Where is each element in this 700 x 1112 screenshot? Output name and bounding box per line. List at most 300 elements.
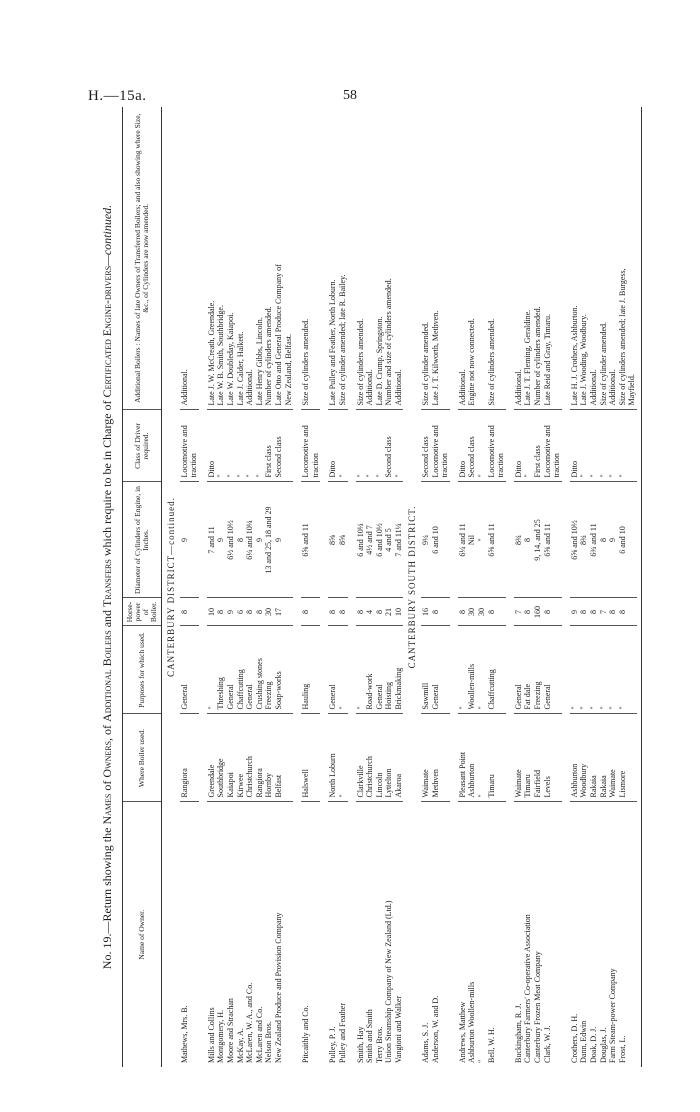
cell-where <box>189 714 199 802</box>
cell-diameter: 6⅝ and 11 <box>543 482 553 598</box>
cell-diameter <box>440 482 450 598</box>
district-heading <box>162 107 180 1067</box>
table-row <box>570 107 580 1067</box>
cell-class: " <box>477 410 487 482</box>
cell-diameter: 7 and 11 <box>207 482 217 598</box>
cell-owner: Dann, Edwin <box>579 1020 589 1063</box>
cell-purpose <box>284 626 294 714</box>
cell-class: traction <box>552 410 562 482</box>
cell-where: Christchurch <box>365 714 375 802</box>
table-row <box>394 107 404 1067</box>
cell-class: Ditto <box>207 410 217 482</box>
cell-owner: Farm Steam-power Company <box>608 968 618 1063</box>
cell-diameter: 6¾ and 11 <box>589 482 599 598</box>
cell-horse-power: 8 <box>301 598 311 626</box>
cell-diameter: 13 and 25, 18 and 29 <box>264 482 274 598</box>
cell-owner: Mathews, Mrs. B. <box>179 1005 189 1063</box>
table-row <box>421 107 431 1067</box>
cell-where: Kaiapoi <box>226 714 236 802</box>
table-row <box>245 107 255 1067</box>
cell-where: Southbridge <box>216 714 226 802</box>
cell-horse-power: 8 <box>180 598 190 626</box>
spacer-cell <box>450 107 458 1067</box>
table-row <box>514 107 524 1067</box>
cell-purpose: " <box>207 626 217 714</box>
cell-remarks <box>189 107 199 410</box>
cell-purpose: " <box>458 626 468 714</box>
spacer-cell <box>506 107 514 1067</box>
cell-diameter: 9 <box>274 482 284 598</box>
cell-owner: Mills and Collins <box>206 1007 216 1063</box>
cell-remarks <box>440 107 450 410</box>
cell-remarks: Late W. B. Smith, Southbridge. <box>216 107 226 410</box>
cell-owner: Nelson Bros. <box>264 1021 274 1063</box>
table-row <box>440 107 450 1067</box>
table-row <box>180 107 190 1067</box>
cell-purpose: Chaffcutting <box>487 626 497 714</box>
cell-horse-power: 160 <box>533 598 543 626</box>
cell-remarks <box>496 107 506 410</box>
title-additional: Additional <box>100 669 114 722</box>
cell-class: " <box>216 410 226 482</box>
cell-where: Waimate <box>608 714 618 802</box>
cell-class: Ditto <box>328 410 338 482</box>
cell-owner: Montgomery, H. <box>216 1009 226 1063</box>
cell-diameter: 6⅝ and 11 <box>301 482 311 598</box>
cell-horse-power: 10 <box>394 598 404 626</box>
cell-remarks: Late Pulley and Feather, North Loburn. <box>328 107 338 410</box>
cell-owner: Canterbury Frozen Meat Company <box>533 951 542 1063</box>
cell-diameter: 8¾ <box>514 482 524 598</box>
cell-class: Ditto <box>458 410 468 482</box>
cell-diameter: 9 <box>180 482 190 598</box>
cell-diameter: 8 <box>523 482 533 598</box>
cell-horse-power: 8 <box>608 598 618 626</box>
cell-remarks: Additional. <box>180 107 190 410</box>
cell-horse-power <box>284 598 294 626</box>
cell-owner: Union Steamship Company of New Zealand (Ltd.) <box>384 900 394 1063</box>
cell-owner: Smith, Hay <box>355 1026 365 1063</box>
cell-class: Locomotive and <box>487 410 497 482</box>
cell-class: " <box>589 410 599 482</box>
cell-horse-power: 30 <box>467 598 477 626</box>
cell-class: " <box>608 410 618 482</box>
cell-owner: Adams, S. J. <box>421 1022 431 1063</box>
cell-remarks <box>311 107 321 410</box>
title-space1 <box>100 666 114 669</box>
cell-remarks: Late J. T. Kilworth, Methven. <box>431 107 441 410</box>
cell-purpose <box>627 626 637 714</box>
table-row <box>356 107 366 1067</box>
cell-remarks: Late D. Crump, Springston. <box>375 107 385 410</box>
cell-purpose: Crushing stones <box>255 626 265 714</box>
cell-remarks: Size of cylinders amended. <box>356 107 366 410</box>
table-row <box>338 107 348 1067</box>
cell-class: " <box>245 410 255 482</box>
cell-remarks: Late Reid and Gray, Timaru. <box>543 107 553 410</box>
cell-diameter: 6 and 10½ <box>375 482 385 598</box>
bottom-rule <box>637 107 642 1067</box>
cell-purpose: " <box>579 626 589 714</box>
cell-diameter: 6⅝ and 11 <box>487 482 497 598</box>
cell-class: " <box>236 410 246 482</box>
cell-owner: Buckingham, R. J. <box>513 1003 523 1063</box>
cell-diameter: 6¼ and 10¼ <box>245 482 255 598</box>
cell-purpose <box>189 626 199 714</box>
cell-remarks: Additional. <box>365 107 375 410</box>
cell-horse-power: 30 <box>264 598 274 626</box>
cell-horse-power: 9 <box>226 598 236 626</box>
title-suffix: —continued. <box>100 204 114 266</box>
cell-remarks: Mayfield. <box>627 107 637 410</box>
cell-remarks: Additional. <box>589 107 599 410</box>
cell-owner <box>189 802 199 1067</box>
cell-remarks: New Zealand, Belfast. <box>284 107 294 410</box>
cell-remarks: Late J. Calder, Halkett. <box>236 107 246 410</box>
spacer-cell <box>348 107 356 1067</box>
cell-where: " <box>477 714 487 802</box>
group-spacer <box>199 107 207 1067</box>
cell-owner: Anderson, W. and D. <box>430 995 440 1063</box>
cell-purpose: " <box>618 626 628 714</box>
cell-remarks: Late Otto and General Produce Company of <box>274 107 284 410</box>
table-row <box>236 107 246 1067</box>
cell-horse-power: 8 <box>338 598 348 626</box>
cell-remarks: Additional. <box>458 107 468 410</box>
cell-diameter: 8 <box>236 482 246 598</box>
cell-class: Second class <box>274 410 284 482</box>
title-certificated: Certificated Engine-drivers <box>100 265 114 398</box>
cell-where: Waimate <box>514 714 524 802</box>
cell-owner: Pulley and Feather <box>337 1003 347 1063</box>
cell-remarks: Size of cylinders amended. <box>301 107 311 410</box>
cell-remarks: Size of cylinder amended. <box>599 107 609 410</box>
cell-where: Akaroa <box>394 714 404 802</box>
group-spacer <box>506 107 514 1067</box>
cell-horse-power: 4 <box>365 598 375 626</box>
title-transfers: Transfers <box>100 559 114 607</box>
cell-class: Locomotive and <box>543 410 553 482</box>
title-mid1: of <box>100 777 114 794</box>
cell-horse-power: 8 <box>375 598 385 626</box>
cell-where <box>496 714 506 802</box>
cell-horse-power: 8 <box>618 598 628 626</box>
cell-purpose: Road-work <box>365 626 375 714</box>
cell-diameter: 9 <box>255 482 265 598</box>
cell-where: North Loburn <box>328 714 338 802</box>
table-row <box>608 107 618 1067</box>
cell-owner: Smith and Smith <box>365 1009 375 1063</box>
table-row <box>375 107 385 1067</box>
cell-diameter: 7 and 11¼ <box>394 482 404 598</box>
cell-horse-power <box>440 598 450 626</box>
cell-diameter: 8 <box>599 482 609 598</box>
district-label: CANTERBURY DISTRICT—continued. <box>166 497 176 677</box>
cell-where <box>440 714 450 802</box>
cell-owner <box>284 802 294 1067</box>
cell-horse-power: 7 <box>514 598 524 626</box>
cell-horse-power <box>311 598 321 626</box>
cell-class: Locomotive and <box>180 410 190 482</box>
spacer-cell <box>320 107 328 1067</box>
cell-diameter <box>311 482 321 598</box>
cell-diameter: 4 and 5 <box>384 482 394 598</box>
cell-purpose: " <box>589 626 599 714</box>
cell-purpose: " <box>599 626 609 714</box>
cell-horse-power <box>627 598 637 626</box>
page-number: 58 <box>343 88 357 103</box>
group-spacer <box>320 107 328 1067</box>
cell-owner: Douglas, J. <box>598 1027 608 1063</box>
cell-purpose: General <box>245 626 255 714</box>
cell-class: " <box>255 410 265 482</box>
cell-where: " <box>338 714 348 802</box>
cell-remarks: Size of cylinders amended; late J. Burgess, <box>618 107 628 410</box>
cell-diameter: Nil <box>467 482 477 598</box>
table-row <box>301 107 311 1067</box>
cell-class: " <box>579 410 589 482</box>
cell-diameter: 8⅝ <box>338 482 348 598</box>
table-row <box>467 107 477 1067</box>
cell-owner: Bell, W. H. <box>486 1027 496 1063</box>
cell-owner: Frost, L. <box>617 1035 627 1063</box>
district-label: CANTERBURY SOUTH DISTRICT. <box>407 505 418 669</box>
col-horse-power: Horse-power of Boiler. <box>123 598 162 626</box>
cell-remarks: Late J. T. Fleming, Geraldine. <box>523 107 533 410</box>
cell-diameter: 9 <box>216 482 226 598</box>
cell-class: " <box>394 410 404 482</box>
cell-where <box>284 714 294 802</box>
cell-owner: Terry Bros. <box>374 1026 384 1063</box>
cell-owner: McLaren, W. A., and Co. <box>245 982 255 1063</box>
title-owners: Owners <box>100 740 114 778</box>
cell-remarks: Size of cylinders amended. <box>487 107 497 410</box>
table-row <box>284 107 294 1067</box>
cell-where: Rakaia <box>589 714 599 802</box>
cell-owner: McLaren and Co. <box>254 1006 264 1063</box>
cell-remarks: Size of cylinder amended; late R. Bailey. <box>338 107 348 410</box>
cell-diameter: 9 <box>608 482 618 598</box>
col-remarks: Additional Boilers : Names of late Owners of Transferred Boilers; and also showing where Size, &c., of Cylinders are now amended. <box>123 107 162 410</box>
title-boilers: Boilers <box>100 630 114 667</box>
cell-diameter: 8¾ <box>579 482 589 598</box>
cell-owner: Canterbury Farmers' Co-operative Association <box>523 914 533 1063</box>
table-row <box>328 107 338 1067</box>
cell-purpose: General <box>328 626 338 714</box>
cell-purpose: General <box>375 626 385 714</box>
table-row <box>384 107 394 1067</box>
table-row <box>627 107 637 1067</box>
cell-where: Hornby <box>264 714 274 802</box>
cell-remarks <box>552 107 562 410</box>
cell-class: traction <box>189 410 199 482</box>
cell-class: traction <box>440 410 450 482</box>
table-row <box>477 107 487 1067</box>
cell-purpose: Threshing <box>216 626 226 714</box>
cell-diameter: 9¼ <box>421 482 431 598</box>
cell-where: Rangiora <box>180 714 190 802</box>
cell-where: Levels <box>543 714 553 802</box>
cell-horse-power: 8 <box>216 598 226 626</box>
cell-where <box>552 714 562 802</box>
cell-class: First class <box>533 410 543 482</box>
cell-purpose: " <box>477 626 487 714</box>
cell-purpose <box>311 626 321 714</box>
cell-class: Ditto <box>570 410 580 482</box>
cell-owner <box>311 802 321 1067</box>
spacer-cell <box>562 107 570 1067</box>
cell-where: Rangiora <box>255 714 265 802</box>
cell-where <box>311 714 321 802</box>
cell-purpose: Brickmaking <box>394 626 404 714</box>
cell-class <box>627 410 637 482</box>
cell-diameter <box>189 482 199 598</box>
title-mid4: which require to be in Charge of <box>100 397 114 560</box>
cell-owner <box>552 802 562 1067</box>
cell-diameter: 6 and 10¼ <box>356 482 366 598</box>
cell-where: Ashburton <box>467 714 477 802</box>
col-purpose: Purposes for which used. <box>123 626 162 714</box>
table-row <box>496 107 506 1067</box>
col-owner: Name of Owner. <box>123 802 162 1067</box>
table-row <box>431 107 441 1067</box>
cell-purpose <box>440 626 450 714</box>
cell-where: Halswell <box>301 714 311 802</box>
cell-where: Pleasant Point <box>458 714 468 802</box>
cell-owner: Ashburton Woollen-mills <box>467 981 477 1063</box>
return-table <box>122 107 642 1067</box>
cell-where: Waimate <box>421 714 431 802</box>
cell-class: Locomotive and <box>301 410 311 482</box>
cell-purpose: " <box>338 626 348 714</box>
table-row <box>523 107 533 1067</box>
title-prefix: No. 19.—Return showing the <box>100 824 114 970</box>
cell-where: Timaru <box>487 714 497 802</box>
cell-purpose: Freezing <box>264 626 274 714</box>
group-spacer <box>450 107 458 1067</box>
cell-diameter: 6½ and 10½ <box>226 482 236 598</box>
col-class: Class of Driver required. <box>123 410 162 482</box>
cell-class: traction <box>311 410 321 482</box>
title-names: Names <box>100 793 114 825</box>
page-code: H.—15a. <box>88 88 147 104</box>
cell-horse-power: 10 <box>207 598 217 626</box>
cell-where: Christchurch <box>245 714 255 802</box>
cell-remarks: Additional. <box>608 107 618 410</box>
cell-where: Timaru <box>523 714 533 802</box>
cell-horse-power: 8 <box>431 598 441 626</box>
cell-where <box>627 714 637 802</box>
cell-class: Second class <box>384 410 394 482</box>
cell-where: Lismore <box>618 714 628 802</box>
cell-diameter <box>627 482 637 598</box>
cell-class: " <box>226 410 236 482</box>
cell-horse-power: 8 <box>579 598 589 626</box>
cell-class: First class <box>264 410 274 482</box>
header-row <box>123 107 162 1067</box>
cell-purpose: Hoisting <box>384 626 394 714</box>
cell-owner: Vangioni and Walker <box>393 995 403 1063</box>
cell-purpose: " <box>356 626 366 714</box>
table-title <box>100 107 115 1067</box>
cell-class: Second class <box>467 410 477 482</box>
table-row <box>533 107 543 1067</box>
cell-class: " <box>523 410 533 482</box>
cell-horse-power: 7 <box>599 598 609 626</box>
group-spacer <box>293 107 301 1067</box>
spacer-cell <box>293 107 301 1067</box>
col-where: Where Boiler used. <box>123 714 162 802</box>
cell-horse-power: 30 <box>477 598 487 626</box>
cell-class: traction <box>496 410 506 482</box>
cell-class: " <box>375 410 385 482</box>
cell-purpose: " <box>608 626 618 714</box>
cell-remarks: Number and size of cylinders amended. <box>384 107 394 410</box>
table-row <box>226 107 236 1067</box>
district-heading <box>403 107 421 1067</box>
cell-where: Lincoln <box>375 714 385 802</box>
table-row <box>189 107 199 1067</box>
cell-where: Belfast <box>274 714 284 802</box>
cell-purpose: General <box>431 626 441 714</box>
table-body <box>162 107 642 1067</box>
table-row <box>274 107 284 1067</box>
cell-purpose: " <box>570 626 580 714</box>
bottom-rule-cell <box>637 107 642 1067</box>
cell-owner: Doak, D. J. <box>588 1026 598 1063</box>
cell-remarks: Engine not now connected. <box>467 107 477 410</box>
cell-owner: New Zealand Produce and Provision Company <box>273 912 283 1063</box>
cell-where: Greendale <box>207 714 217 802</box>
cell-where: Kirwee <box>236 714 246 802</box>
cell-purpose <box>496 626 506 714</box>
cell-owner: Andrews, Matthew <box>457 1001 467 1063</box>
cell-remarks: Late H. J. Crothers, Ashburton. <box>570 107 580 410</box>
cell-owner: Pitcaithly and Co. <box>301 1005 311 1063</box>
cell-diameter <box>552 482 562 598</box>
cell-remarks: Additional. <box>245 107 255 410</box>
table-row <box>487 107 497 1067</box>
cell-owner: Pulley, P. J. <box>328 1026 338 1063</box>
table-row <box>589 107 599 1067</box>
group-spacer <box>348 107 356 1067</box>
cell-class: Second class <box>421 410 431 482</box>
table-row <box>579 107 589 1067</box>
cell-purpose: Sawmill <box>421 626 431 714</box>
cell-class: " <box>365 410 375 482</box>
cell-diameter: 4½ and 7 <box>365 482 375 598</box>
table-row <box>458 107 468 1067</box>
col-diameter: Diameter of Cylinders of Engine, in Inches. <box>123 482 162 598</box>
table-row <box>552 107 562 1067</box>
table-row <box>543 107 553 1067</box>
cell-diameter: 8⅝ <box>328 482 338 598</box>
cell-remarks: Additional. <box>514 107 524 410</box>
cell-diameter: 6 and 10 <box>618 482 628 598</box>
cell-remarks: Number of cylinders amended. <box>533 107 543 410</box>
cell-horse-power: 21 <box>384 598 394 626</box>
cell-where: Fairfield <box>533 714 543 802</box>
cell-remarks: Late J. W. McCreath, Greendale. <box>207 107 217 410</box>
cell-where: Lyttelton <box>384 714 394 802</box>
cell-diameter: 6¼ and 11 <box>458 482 468 598</box>
cell-remarks: Late W. Doubleday, Kaiapoi. <box>226 107 236 410</box>
table-row <box>216 107 226 1067</box>
cell-purpose: General <box>180 626 190 714</box>
cell-purpose: General <box>543 626 553 714</box>
cell-class: " <box>618 410 628 482</box>
cell-remarks: Additional. <box>394 107 404 410</box>
